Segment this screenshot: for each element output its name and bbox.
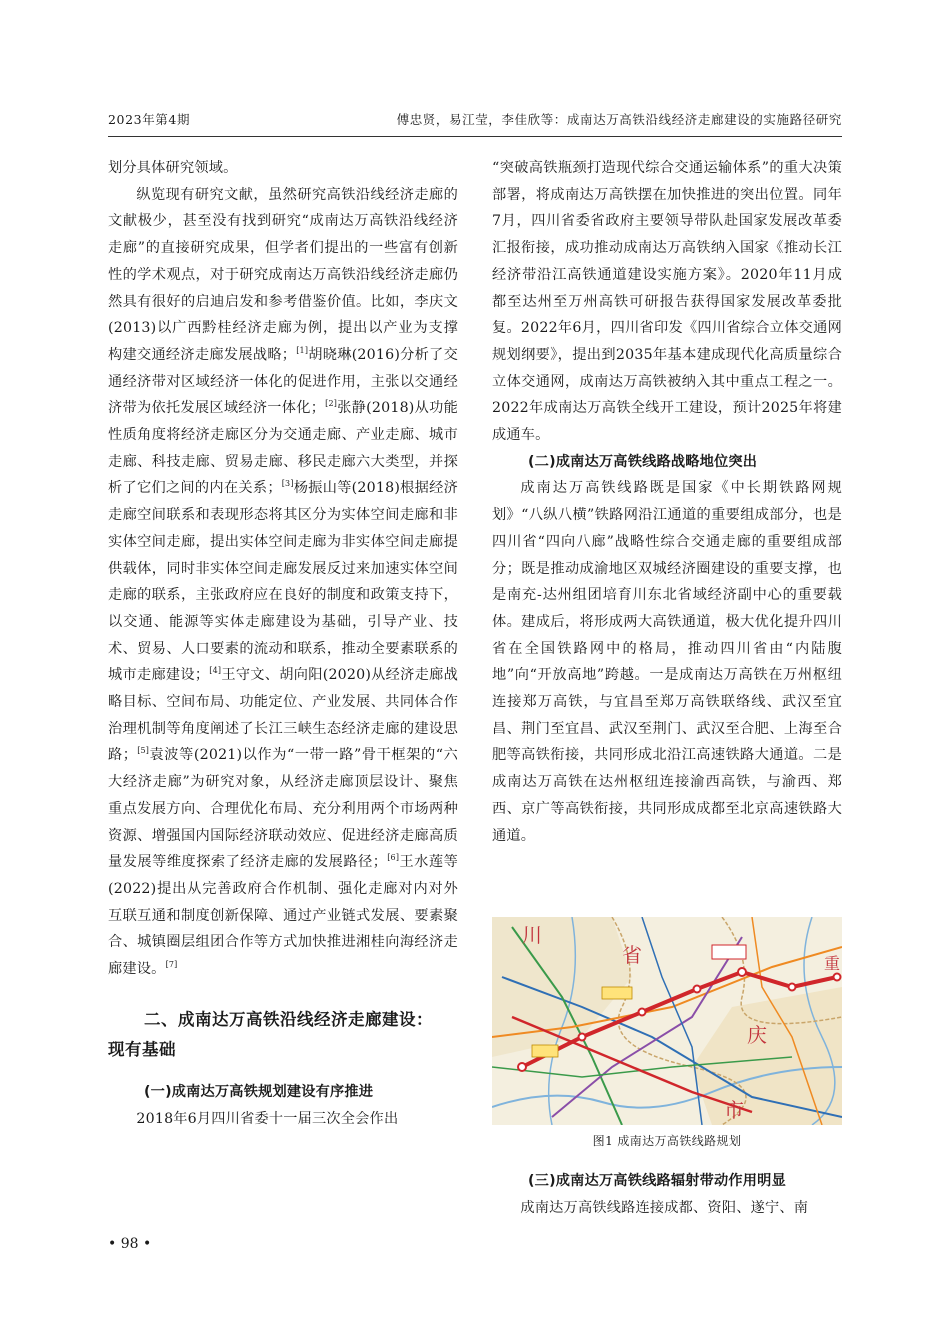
subsection-heading: (二)成南达万高铁线路战略地位突出 bbox=[528, 453, 758, 470]
subsection-heading: (三)成南达万高铁线路辐射带动作用明显 bbox=[528, 1173, 786, 1189]
citation-ref: [7] bbox=[165, 960, 178, 970]
running-header bbox=[108, 110, 842, 132]
journal-issue: 2023年第4期 bbox=[108, 112, 191, 127]
station-marker bbox=[579, 1034, 586, 1041]
literature-review-paragraph bbox=[108, 182, 458, 983]
text-segment: 纵览现有研究文献，虽然研究高铁沿线经济走廊的文献极少，甚至没有找到研究“成南达万高铁沿线经济走廊”的直接研究成果，但学者们提出的一些富有创新性的学术观点，对于研究成南达万高铁沿线经济走廊仍然具有很好的启迪启发和参考借鉴价值。比如，李庆文(2013)以广西黔桂经济走廊为例，提出以产业为支撑构建交通经济走廊发展战略； bbox=[108, 186, 458, 363]
station-marker bbox=[738, 968, 746, 976]
paragraph: 成南达万高铁线路既是国家《中长期铁路网规划》“八纵八横”铁路网沿江通道的重要组成部分，也是四川省“四向八廊”战略性综合交通走廊的重要组成部分；既是推动成渝地区双城经济圈建设的重要支撑，也是南充-达州组团培育川东北省域经济副中心的重要载体。建成后，将形成两大高铁通道，极大优化提升四川省在全国铁路网中的格局，推动四川省由“内陆腹地”向“开放高地”跨越。一是成南达万高铁在万州枢纽连接郑万高铁，与宜昌至郑万高铁联络线、武汉至宜昌、荆门至宜昌、武汉至荆门、武汉至合肥、上海至合肥等高铁衔接，共同形成北沿江高速铁路大通道。二是成南达万高铁在达州枢纽连接渝西高铁，与渝西、郑西、京广等高铁衔接，共同形成成都至北京高速铁路大通道。 bbox=[492, 480, 842, 844]
paragraph: 2018年6月四川省委十一届三次全会作出 bbox=[136, 1110, 399, 1127]
paragraph: 成南达万高铁线路连接成都、资阳、遂宁、南 bbox=[520, 1199, 809, 1216]
paragraph-continuation: “突破高铁瓶颈打造现代综合交通运输体系”的重大决策部署，将成南达万高铁摆在加快推进的突出位置。同年7月，四川省委省政府主要领导带队赴国家发展改革委汇报衔接，成功推动成南达万高铁纳入国家《推动长江经济带沿江高铁通道建设实施方案》。2020年11月成都至达州至万州高铁可研报告获得国家发展改革委批复。2022年6月，四川省印发《四川省综合立体交通网规划纲要》，提出到2035年基本建成现代化高质量综合立体交通网，成南达万高铁被纳入其中重点工程之一。2022年成南达万高铁全线开工建设，预计2025年将建成通车。 bbox=[492, 160, 842, 444]
text-segment: 杨振山等(2018)根据经济走廊空间联系和表现形态将其区分为实体空间走廊和非实体空间走廊，提出实体空间走廊为非实体空间走廊提供载体，同时非实体空间走廊发展反过来加速实体空间走廊的联系，主张政府应在良好的制度和政策支持下，以交通、能源等实体走廊建设为基础，引导产业、技术、贸易、人口要素的流动和联系，推动全要素联系的城市走廊建设； bbox=[108, 480, 458, 684]
citation-ref: [3] bbox=[281, 479, 294, 489]
right-column bbox=[492, 155, 842, 849]
citation-ref: [6] bbox=[387, 853, 400, 863]
citation-ref: [2] bbox=[325, 399, 338, 409]
page-number: • 98 • bbox=[108, 1236, 152, 1252]
text-segment: 张静(2018)从功能性质角度将经济走廊区分为交通走廊、产业走廊、城市走廊、科技走廊、贸易走廊、移民走廊六大类型，并探析了它们之间的内在关系； bbox=[108, 400, 458, 497]
station-marker bbox=[639, 1009, 646, 1016]
map-label-sheng: 省 bbox=[622, 943, 642, 967]
railway-route-map bbox=[492, 917, 842, 1125]
map-label-chongqing-edge: 重 bbox=[824, 954, 841, 973]
map-graphic bbox=[492, 917, 842, 1125]
paragraph-continuation: 划分具体研究领域。 bbox=[108, 160, 238, 176]
right-column-bottom bbox=[492, 1168, 842, 1221]
station-marker bbox=[789, 984, 796, 991]
map-label-shi: 市 bbox=[724, 1098, 744, 1122]
text-segment: 王水莲等(2022)提出从完善政府合作机制、强化走廊对内对外互联互通和制度创新保障、通过产业链式发展、要素聚合、城镇圈层组团合作等方式加快推进湘桂向海经济走廊建设。 bbox=[108, 854, 458, 978]
map-label-chuan: 川 bbox=[522, 923, 542, 947]
citation-ref: [4] bbox=[209, 666, 222, 676]
text-segment: 胡晓琳(2016)分析了交通经济带对区域经济一体化的促进作用，主张以交通经济带为依托发展区域经济一体化； bbox=[108, 346, 458, 417]
section-heading: 二、成南达万高铁沿线经济走廊建设： bbox=[144, 1009, 433, 1029]
citation-ref: [1] bbox=[296, 345, 309, 355]
running-title: 傅忠贤，易江莹，李佳欣等：成南达万高铁沿线经济走廊建设的实施路径研究 bbox=[396, 112, 842, 127]
text-segment: 袁波等(2021)以作为“一带一路”骨干框架的“六大经济走廊”为研究对象，从经济走廊顶层设计、聚焦重点发展方向、合理优化布局、充分利用两个市场两种资源、增强国内国际经济联动效应、促进经济走廊高质量发展等维度探索了经济走廊的发展路径； bbox=[108, 747, 459, 871]
station-label-box bbox=[602, 987, 632, 999]
subsection-heading: (一)成南达万高铁规划建设有序推进 bbox=[144, 1083, 374, 1100]
left-column bbox=[108, 155, 458, 1132]
figure-caption: 图1 成南达万高铁线路规划 bbox=[592, 1134, 742, 1148]
header-rule bbox=[108, 136, 842, 137]
text-segment: 王守文、胡向阳(2020)从经济走廊战略目标、空间布局、功能定位、产业发展、共同体合作治理机制等角度阐述了长江三峡生态经济走廊的建设思路； bbox=[108, 667, 458, 764]
station-marker bbox=[518, 1063, 526, 1071]
map-label-qing: 庆 bbox=[747, 1023, 767, 1047]
station-label-box bbox=[532, 1045, 558, 1057]
station-label-box bbox=[712, 945, 746, 959]
citation-ref: [5] bbox=[137, 746, 150, 756]
section-heading-line2: 现有基础 bbox=[108, 1039, 176, 1059]
station-marker bbox=[694, 986, 701, 993]
station-marker bbox=[834, 974, 841, 981]
